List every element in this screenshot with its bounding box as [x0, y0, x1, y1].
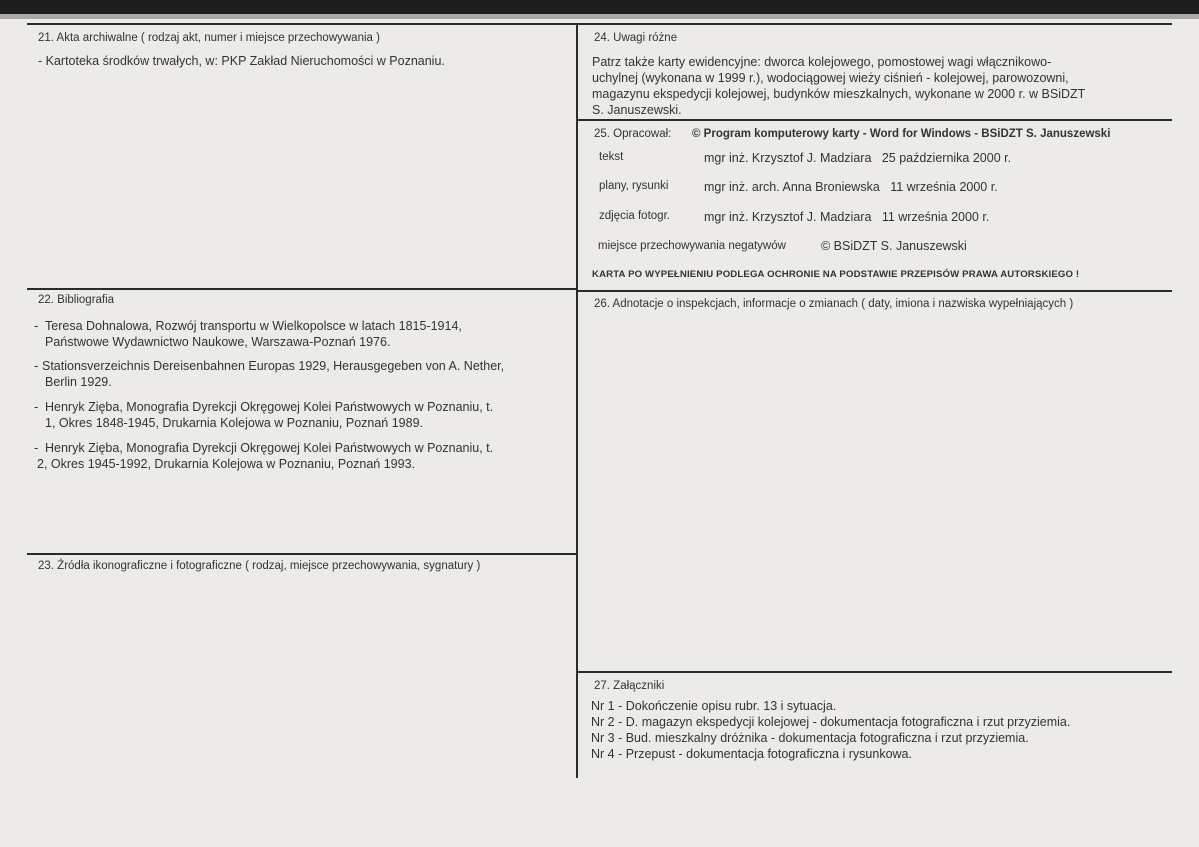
divider-25-26 — [577, 290, 1172, 292]
bibliography-dash-4: - — [34, 440, 39, 455]
author-value-photos: mgr inż. Krzysztof J. Madziara 11 września 2000 r. — [704, 210, 990, 224]
attachment-3: Nr 3 - Bud. mieszkalny dróżnika - dokumentacja fotograficzna i rzut przyziemia. — [591, 731, 1029, 745]
divider-top — [27, 23, 1172, 25]
attachment-4: Nr 4 - Przepust - dokumentacja fotograficzna i rysunkowa. — [591, 747, 912, 761]
section-23-title: 23. Źródła ikonograficzne i fotograficzne ( rodzaj, miejsce przechowywania, sygnatury ) — [38, 560, 481, 572]
section-26-title: 26. Adnotacje o inspekcjach, informacje o zmianach ( daty, imiona i nazwiska wypełniających ) — [594, 298, 1074, 310]
bibliography-item-1-line-2: Państwowe Wydawnictwo Naukowe, Warszawa-Poznań 1976. — [45, 335, 391, 349]
section-24-line-2: uchylnej (wykonana w 1999 r.), wodociągowej wieży ciśnień - kolejowej, parowozowni, — [592, 71, 1069, 85]
attachment-1: Nr 1 - Dokończenie opisu rubr. 13 i sytuacja. — [591, 699, 837, 713]
section-22-title: 22. Bibliografia — [38, 294, 115, 306]
divider-middle — [576, 23, 578, 778]
negatives-label: miejsce przechowywania negatywów — [598, 240, 786, 252]
section-27-title: 27. Załączniki — [594, 680, 665, 692]
divider-22-23 — [27, 553, 576, 555]
section-24-line-1: Patrz także karty ewidencyjne: dworca kolejowego, pomostowej wagi włącznikowo- — [592, 55, 1052, 69]
bibliography-item-4-line-2: 2, Okres 1945-1992, Drukarnia Kolejowa w Poznaniu, Poznań 1993. — [37, 457, 416, 471]
section-24-line-4: S. Januszewski. — [592, 103, 682, 117]
negatives-value: © BSiDZT S. Januszewski — [821, 239, 967, 253]
bibliography-item-4-line-1: Henryk Zięba, Monografia Dyrekcji Okręgowej Kolei Państwowych w Poznaniu, t. — [45, 441, 494, 455]
divider-24-25 — [577, 119, 1172, 121]
author-value-plans: mgr inż. arch. Anna Broniewska 11 września 2000 r. — [704, 180, 998, 194]
bibliography-dash-2: - — [34, 358, 39, 373]
bibliography-item-2-line-2: Berlin 1929. — [45, 375, 112, 389]
section-25-label: 25. Opracował: — [594, 128, 672, 140]
divider-26-27 — [577, 671, 1172, 673]
author-value-text: mgr inż. Krzysztof J. Madziara 25 października 2000 r. — [704, 151, 1012, 165]
scan-top-edge — [0, 0, 1199, 14]
scan-top-shadow — [0, 14, 1199, 19]
author-role-plans: plany, rysunki — [599, 180, 669, 192]
copyright-notice: KARTA PO WYPEŁNIENIU PODLEGA OCHRONIE NA PODSTAWIE PRZEPISÓW PRAWA AUTORSKIEGO ! — [592, 269, 1080, 280]
author-role-text: tekst — [599, 151, 624, 163]
section-24-line-3: magazynu ekspedycji kolejowej, budynków mieszkalnych, wykonane w 2000 r. w BSiDZT — [592, 87, 1086, 101]
bibliography-item-2-line-1: Stationsverzeichnis Dereisenbahnen Europas 1929, Herausgegeben von A. Nether, — [42, 359, 505, 373]
bibliography-item-3-line-1: Henryk Zięba, Monografia Dyrekcji Okręgowej Kolei Państwowych w Poznaniu, t. — [45, 400, 494, 414]
bibliography-item-3-line-2: 1, Okres 1848-1945, Drukarnia Kolejowa w Poznaniu, Poznań 1989. — [45, 416, 424, 430]
divider-21-22 — [27, 288, 576, 290]
author-role-photos: zdjęcia fotogr. — [599, 210, 670, 222]
section-21-item: - Kartoteka środków trwałych, w: PKP Zakład Nieruchomości w Poznaniu. — [38, 54, 445, 68]
section-24-title: 24. Uwagi różne — [594, 32, 678, 44]
attachment-2: Nr 2 - D. magazyn ekspedycji kolejowej - dokumentacja fotograficzna i rzut przyziemia. — [591, 715, 1071, 729]
bibliography-item-1-line-1: Teresa Dohnalowa, Rozwój transportu w Wielkopolsce w latach 1815-1914, — [45, 319, 462, 333]
bibliography-dash-3: - — [34, 399, 39, 414]
bibliography-dash-1: - — [34, 318, 39, 333]
section-21-title: 21. Akta archiwalne ( rodzaj akt, numer i miejsce przechowywania ) — [38, 32, 380, 44]
section-25-program: © Program komputerowy karty - Word for Windows - BSiDZT S. Januszewski — [692, 128, 1111, 140]
